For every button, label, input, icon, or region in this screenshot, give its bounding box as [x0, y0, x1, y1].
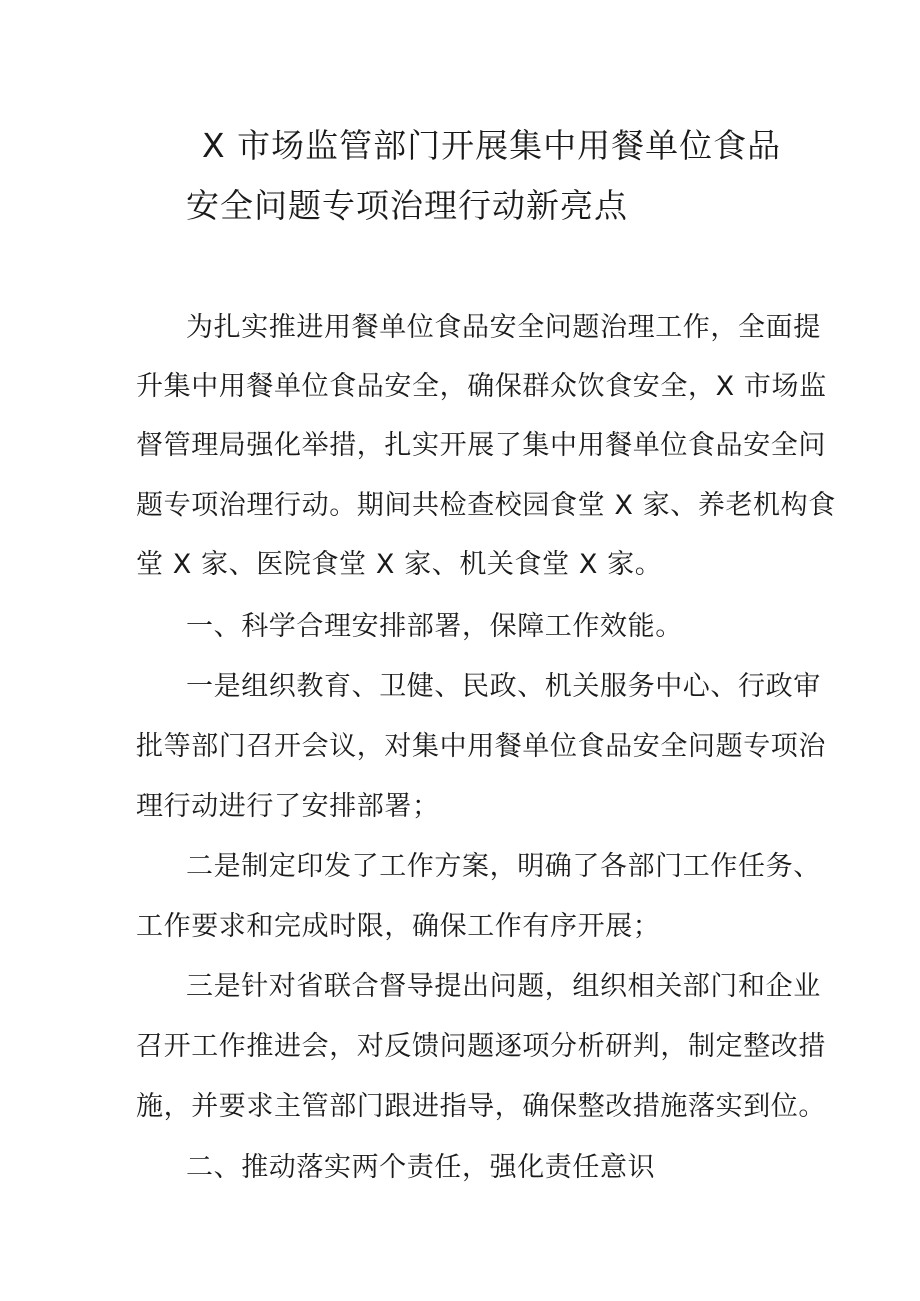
paragraph-line: 督管理局强化举措，扎实开展了集中用餐单位食品安全问	[136, 430, 826, 461]
paragraph-line: 堂 X 家、医院食堂 X 家、机关食堂 X 家。	[136, 549, 663, 580]
paragraph-line: 召开工作推进会，对反馈问题逐项分析研判，制定整改措	[136, 1031, 826, 1062]
paragraph-line: 为扎实推进用餐单位食品安全问题治理工作，全面提	[186, 312, 821, 343]
paragraph-line: 批等部门召开会议，对集中用餐单位食品安全问题专项治	[136, 731, 826, 762]
document-title-line-1: X 市场监管部门开展集中用餐单位食品	[202, 126, 782, 165]
paragraph-line: 题专项治理行动。期间共检查校园食堂 X 家、养老机构食	[136, 490, 836, 521]
paragraph-line: 升集中用餐单位食品安全，确保群众饮食安全，X 市场监	[136, 371, 827, 402]
paragraph-line: 三是针对省联合督导提出问题，组织相关部门和企业	[186, 971, 821, 1002]
paragraph-line: 理行动进行了安排部署；	[136, 791, 440, 822]
section-heading: 一、科学合理安排部署，保障工作效能。	[186, 611, 683, 642]
paragraph-line: 工作要求和完成时限，确保工作有序开展；	[136, 911, 661, 942]
paragraph-line: 施，并要求主管部门跟进指导，确保整改措施落实到位。	[136, 1091, 826, 1122]
paragraph-line: 二是制定印发了工作方案，明确了各部门工作任务、	[186, 851, 821, 882]
section-heading: 二、推动落实两个责任，强化责任意识	[186, 1152, 656, 1183]
document-title-line-2: 安全问题专项治理行动新亮点	[186, 186, 628, 225]
paragraph-line: 一是组织教育、卫健、民政、机关服务中心、行政审	[186, 671, 821, 702]
